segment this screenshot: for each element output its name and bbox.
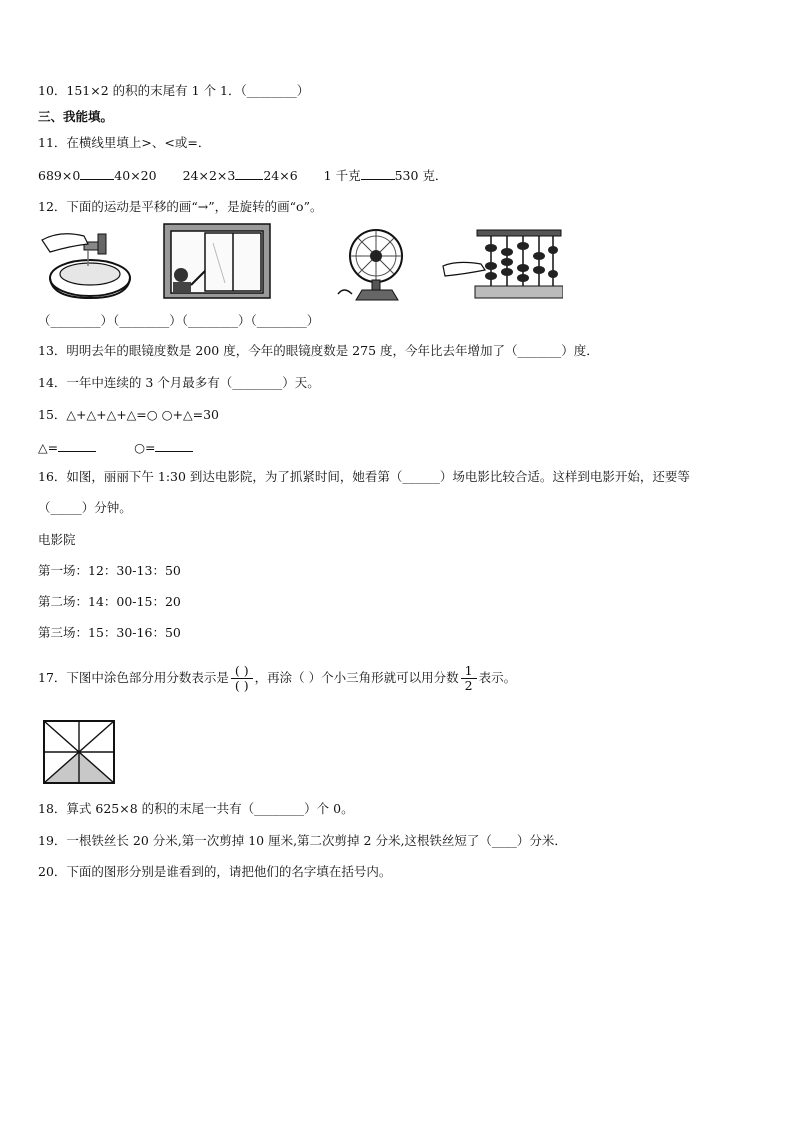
question-11-items	[38, 167, 447, 184]
question-10: 10．151×2 的积的末尾有 1 个 1．（________）	[38, 83, 310, 98]
triangle-label: △=	[38, 440, 59, 455]
half-denominator: 2	[464, 678, 473, 693]
half-numerator: 1	[461, 664, 477, 679]
q17-middle: ，再涂（ ）个小三角形就可以用分数	[254, 670, 459, 685]
electric-fan-image	[336, 228, 408, 302]
q11-item: 689×0	[38, 168, 81, 183]
show-2: 第二场：14：00-15：20	[38, 594, 181, 609]
q11-item: 24×6	[263, 168, 298, 183]
divided-square-figure	[42, 719, 116, 785]
show-3: 第三场：15：30-16：50	[38, 625, 181, 640]
answer-fraction[interactable]	[231, 664, 253, 693]
question-14: 14．一年中连续的 3 个月最多有（________）天。	[38, 375, 320, 390]
section-heading: 三、我能填。	[38, 109, 114, 124]
fraction-denominator[interactable]: ( )	[234, 678, 249, 693]
question-20: 20．下面的图形分别是谁看到的，请把他们的名字填在括号内。	[38, 864, 392, 879]
q11-item: 40×20	[114, 168, 157, 183]
q11-item: 530 克．	[394, 168, 448, 183]
answer-blank[interactable]	[58, 439, 96, 452]
answer-blank[interactable]	[235, 167, 263, 180]
circle-label: ○=	[134, 440, 156, 455]
faucet-sink-image	[40, 222, 132, 302]
question-16: 16．如图，丽丽下午 1:30 到达电影院，为了抓紧时间，她看第（______）场电影比较合适。这样到电影开始，还要等	[38, 469, 690, 484]
half-fraction	[461, 664, 477, 693]
question-15: 15．△+△+△+△=○ ○+△=30	[38, 407, 220, 422]
question-12: 12．下面的运动是平移的画“→”，是旋转的画“o”。	[38, 199, 323, 214]
q11-item: 1 千克	[323, 168, 361, 183]
question-18: 18．算式 625×8 的积的末尾一共有（________）个 0。	[38, 801, 354, 816]
question-15-answers	[38, 439, 193, 456]
q17-prefix: 17．下图中涂色部分用分数表示是	[38, 670, 229, 685]
abacus-image	[441, 226, 563, 302]
answer-blank[interactable]	[361, 167, 395, 180]
question-12-answers[interactable]: （________）（________）（________）（________）	[38, 313, 320, 328]
q17-suffix: 表示。	[478, 670, 517, 685]
fraction-numerator[interactable]: ( )	[231, 664, 253, 679]
sliding-window-image	[163, 223, 271, 299]
question-11: 11．在横线里填上>、<或=．	[38, 135, 211, 150]
question-17	[38, 656, 516, 700]
cinema-title: 电影院	[38, 532, 76, 547]
answer-blank[interactable]	[155, 439, 193, 452]
show-1: 第一场：12：30-13：50	[38, 563, 181, 578]
question-19: 19．一根铁丝长 20 分米,第一次剪掉 10 厘米,第二次剪掉 2 分米,这根铁丝短了（____）分米．	[38, 833, 567, 848]
q11-item: 24×2×3	[182, 168, 236, 183]
question-13: 13．明明去年的眼镜度数是 200 度，今年的眼镜度数是 275 度，今年比去年增加了（_______）度．	[38, 343, 599, 358]
answer-blank[interactable]	[80, 167, 114, 180]
question-16-line2: （_____）分钟。	[38, 500, 132, 515]
